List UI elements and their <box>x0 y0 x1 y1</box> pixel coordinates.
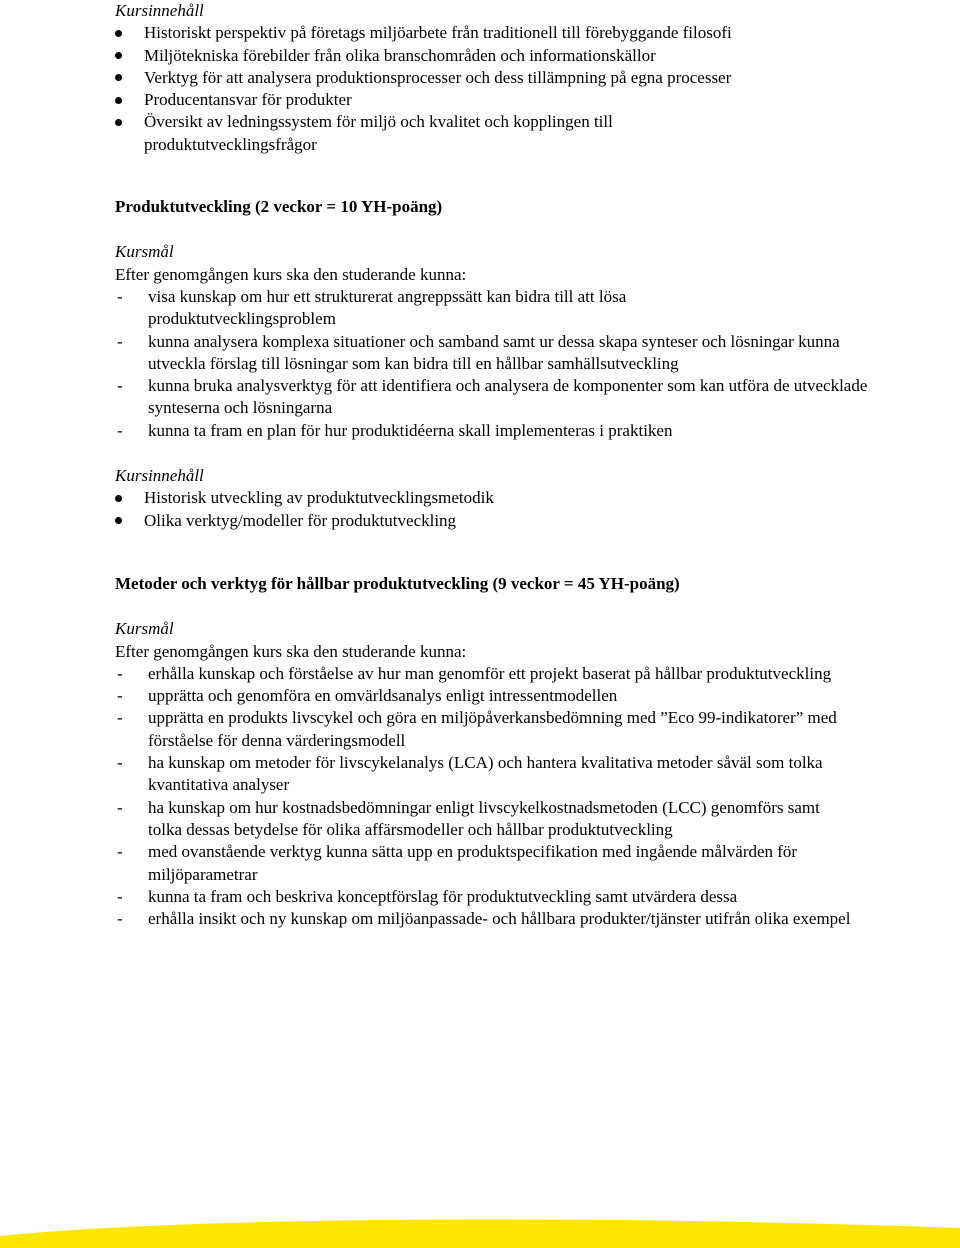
section1-content-heading: Kursinnehåll <box>115 1 204 20</box>
bullet-icon <box>115 52 122 59</box>
bullet-icon <box>115 30 122 37</box>
dash-marker: - <box>117 842 123 862</box>
list-item: Historiskt perspektiv på företags miljöarbete från traditionell till förebyggande filosofi <box>115 22 905 44</box>
section2-goals-intro: Efter genomgången kurs ska den studerande kunna: <box>115 264 467 284</box>
section3-goals-list <box>115 663 905 931</box>
list-item: Verktyg för att analysera produktionsprocesser och dess tillämpning på egna processer <box>115 67 905 89</box>
list-item: - upprätta och genomföra en omvärldsanalys enligt intressentmodellen <box>115 685 905 707</box>
dash-marker: - <box>117 420 123 440</box>
list-item: Producentansvar för produkter <box>115 89 905 111</box>
dash-marker: - <box>117 909 123 929</box>
list-item: - erhålla insikt och ny kunskap om miljöanpassade- och hållbara produkter/tjänster utifrån olika exempel <box>115 908 888 930</box>
section2-heading: Produktutveckling (2 veckor = 10 YH-poäng) <box>115 197 443 217</box>
dash-marker: - <box>117 686 123 706</box>
bullet-icon <box>115 119 122 126</box>
section2-content-list <box>115 487 905 532</box>
list-item: - ha kunskap om hur kostnadsbedömningar enligt livscykelkostnadsmetoden (LCC) genomförs samt tolka dessas betydelse för olika affärsmodeller och hållbar produktutveckling <box>117 797 820 839</box>
dash-marker: - <box>117 331 123 351</box>
bullet-icon <box>115 74 122 81</box>
dash-marker: - <box>117 376 123 396</box>
dash-marker: - <box>117 886 123 906</box>
document-body <box>115 0 905 930</box>
section3-goals-heading: Kursmål <box>115 619 174 639</box>
list-item: - visa kunskap om hur ett strukturerat angreppssätt kan bidra till att lösa produktutvecklingsproblem <box>117 286 627 329</box>
section2-goals-list <box>115 286 905 442</box>
section3-heading: Metoder och verktyg för hållbar produktutveckling (9 veckor = 45 YH-poäng) <box>115 573 680 593</box>
dash-marker: - <box>117 286 123 306</box>
list-item: - kunna bruka analysverktyg för att identifiera och analysera de komponenter som kan utföra de utvecklade synteserna och lösningarna <box>117 376 868 418</box>
list-item: Historisk utveckling av produktutvecklingsmetodik <box>115 487 905 509</box>
footer-band-shape <box>0 1219 960 1248</box>
yellow-footer-band <box>0 1208 960 1248</box>
list-item: - upprätta en produkts livscykel och göra en miljöpåverkansbedömning med ”Eco 99-indikatorer” med förståelse för denna värderingsmodell <box>117 708 837 750</box>
bullet-icon <box>115 495 122 502</box>
bullet-icon <box>115 97 122 104</box>
dash-marker: - <box>117 663 123 683</box>
list-item: - ha kunskap om metoder för livscykelanalys (LCA) och hantera kvalitativa metoder såväl som tolka kvantitativa analyser <box>117 753 823 795</box>
list-item: Miljötekniska förebilder från olika branschområden och informationskällor <box>115 45 905 67</box>
list-item: Översikt av ledningssystem för miljö och kvalitet och kopplingen till produktutvecklingsfrågor <box>115 111 704 156</box>
section2-goals-heading: Kursmål <box>115 242 174 262</box>
section3-goals-intro: Efter genomgången kurs ska den studerande kunna: <box>115 641 467 661</box>
list-item: - med ovanstående verktyg kunna sätta upp en produktspecifikation med ingående målvärden för miljöparametrar <box>117 842 798 884</box>
list-item: - kunna analysera komplexa situationer och samband samt ur dessa skapa synteser och lösningar kunna utveckla förslag till lösningar som kan bidra till en hållbar samhällsutveckling <box>117 331 840 373</box>
section2-content-heading: Kursinnehåll <box>115 466 204 486</box>
list-item: - erhålla kunskap och förståelse av hur man genomför ett projekt baserat på hållbar produktutveckling <box>115 663 838 685</box>
bullet-icon <box>115 517 122 524</box>
dash-marker: - <box>117 753 123 773</box>
list-item: Olika verktyg/modeller för produktutveckling <box>115 510 905 532</box>
dash-marker: - <box>117 797 123 817</box>
section1-content-list <box>115 22 905 156</box>
list-item: - kunna ta fram en plan för hur produktidéerna skall implementeras i praktiken <box>115 420 905 442</box>
list-item: - kunna ta fram och beskriva konceptförslag för produktutveckling samt utvärdera dessa <box>115 886 868 908</box>
dash-marker: - <box>117 708 123 728</box>
